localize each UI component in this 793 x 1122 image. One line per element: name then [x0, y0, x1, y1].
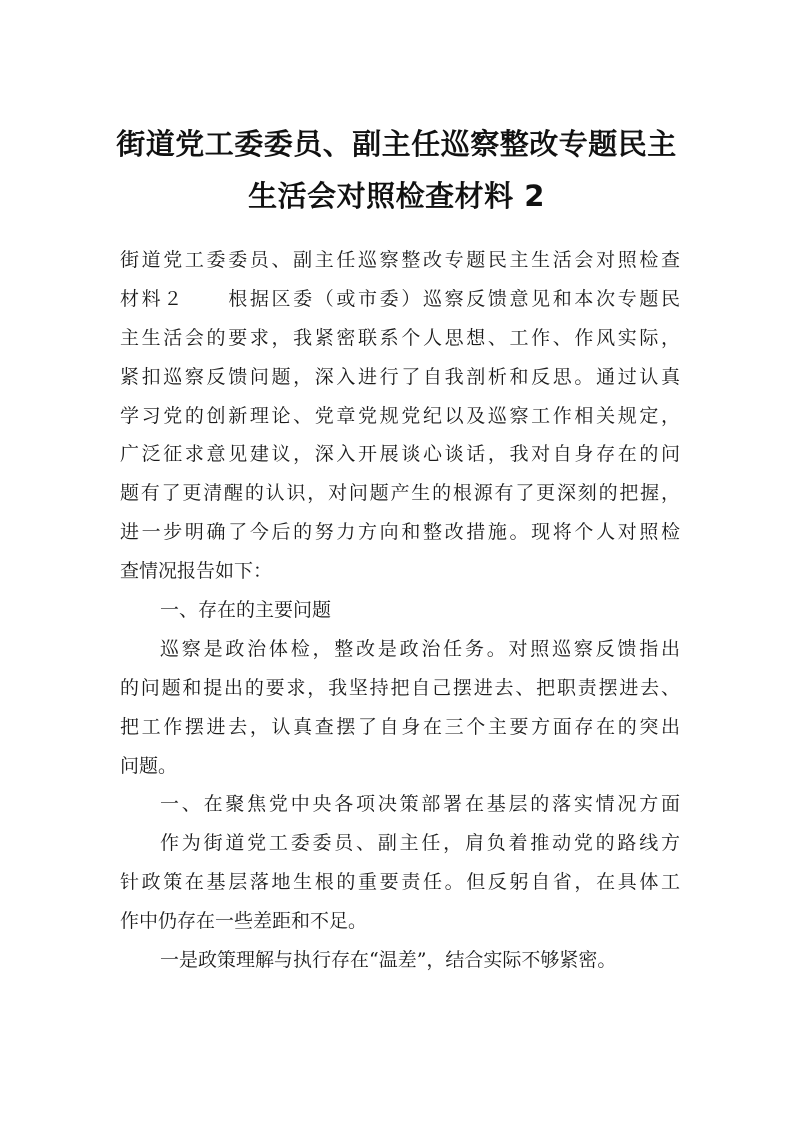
body-line: 把工作摆进去，认真查摆了自身在三个主要方面存在的突出	[120, 715, 680, 738]
body-line: 广泛征求意见建议，深入开展谈心谈话，我对自身存在的问	[120, 443, 680, 466]
body-line: 作中仍存在一些差距和不足。	[120, 910, 368, 933]
title-line-1: 街道党工委委员、副主任巡察整改专题民主	[116, 127, 677, 161]
body-line: 紧扣巡察反馈问题，深入进行了自我剖析和反思。通过认真	[120, 365, 680, 388]
body-line: 巡察是政治体检，整改是政治任务。对照巡察反馈指出	[160, 637, 680, 660]
body-line: 作为街道党工委委员、副主任，肩负着推动党的路线方	[160, 832, 680, 855]
section-heading: 一、在聚焦党中央各项决策部署在基层的落实情况方面	[160, 793, 680, 816]
body-line: 的问题和提出的要求，我坚持把自己摆进去、把职责摆进去、	[120, 676, 680, 699]
body-line: 一是政策理解与执行存在“温差”，结合实际不够紧密。	[160, 949, 617, 972]
body-line: 针政策在基层落地生根的重要责任。但反躬自省，在具体工	[120, 871, 680, 894]
body-line: 街道党工委委员、副主任巡察整改专题民主生活会对照检查	[120, 249, 680, 271]
body-line: 主生活会的要求，我紧密联系个人思想、工作、作风实际，	[120, 326, 680, 349]
body-line: 学习党的创新理论、党章党规党纪以及巡察工作相关规定，	[120, 404, 680, 427]
body-line: 查情况报告如下：	[120, 560, 273, 583]
document-title	[100, 118, 693, 222]
title-line-2: 生活会对照检查材料 2	[248, 179, 545, 213]
document-body	[120, 241, 680, 980]
body-line: 材料２ 根据区委（或市委）巡察反馈意见和本次专题民	[120, 287, 680, 310]
body-line: 问题。	[120, 754, 178, 777]
section-heading: 一、存在的主要问题	[160, 599, 332, 622]
body-line: 进一步明确了今后的努力方向和整改措施。现将个人对照检	[120, 521, 680, 544]
body-line: 题有了更清醒的认识，对问题产生的根源有了更深刻的把握，	[120, 482, 680, 505]
